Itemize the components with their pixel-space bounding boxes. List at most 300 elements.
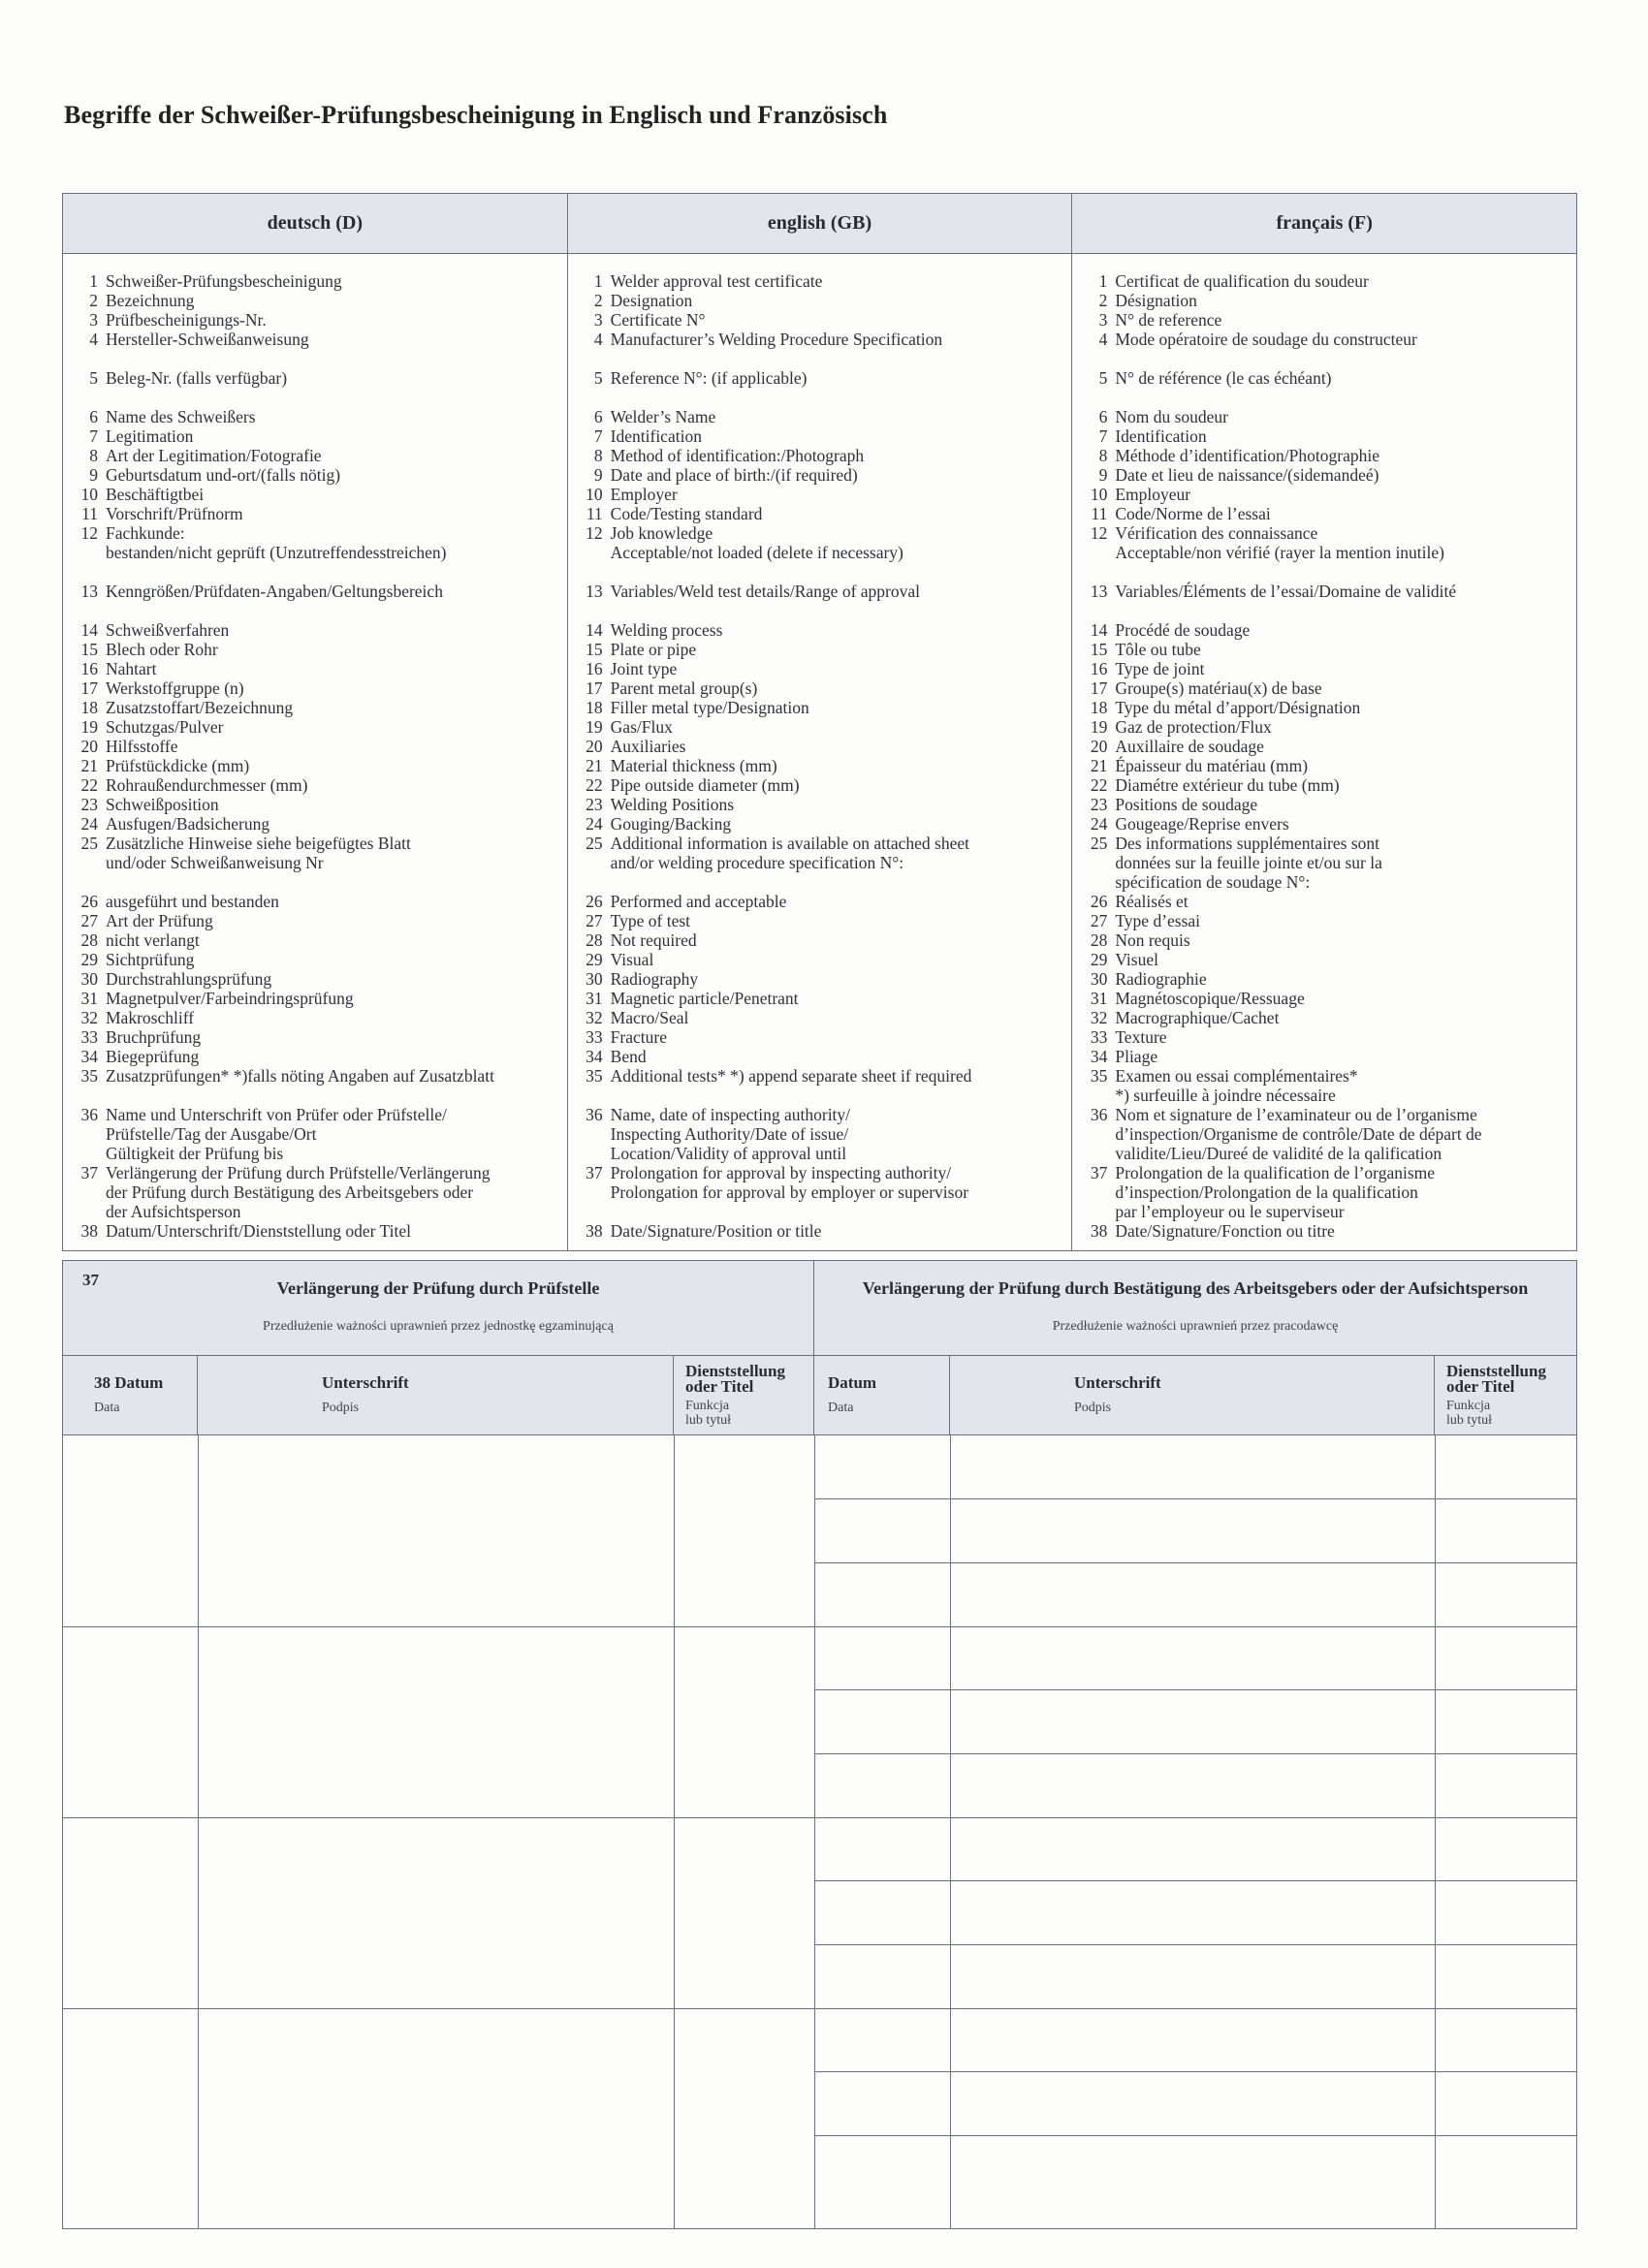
term-text: Plate or pipe [610,640,697,659]
term-number: 32 [586,1008,603,1027]
glossary-line [63,892,567,911]
term-number: 10 [1090,485,1108,504]
term-number: 16 [1090,659,1108,678]
term-number: 21 [586,756,603,775]
glossary-line [63,446,567,465]
term-text: Material thickness (mm) [610,756,777,775]
glossary-line [568,330,1072,349]
glossary-line [1072,1066,1576,1086]
glossary-line [568,562,1072,582]
glossary-line [568,814,1072,834]
grid-vertical-line [950,1435,951,2228]
glossary-line [63,640,567,659]
glossary-line [63,1027,567,1047]
term-number: 5 [593,368,603,388]
term-text: Kenngrößen/Prüfdaten-Angaben/Geltungsbereich [106,582,443,601]
term-text: Radiography [610,969,699,989]
term-text: Location/Validity of approval until [610,1144,847,1163]
term-number: 18 [80,698,98,717]
term-text: Name, date of inspecting authority/ [610,1105,851,1124]
term-text: Positions de soudage [1115,795,1258,814]
glossary-line [1072,543,1576,562]
term-number: 29 [80,950,98,969]
glossary-line [63,814,567,834]
glossary-line [1072,659,1576,678]
glossary-line [1072,330,1576,349]
term-number: 31 [1090,989,1108,1008]
term-text: Type de joint [1115,659,1205,678]
term-text: Biegeprüfung [106,1047,200,1066]
term-text: Schweißposition [106,795,219,814]
glossary-line [63,1008,567,1027]
term-number: 8 [593,446,603,465]
grid-row-line [814,1880,1576,1881]
term-text: Radiographie [1115,969,1207,989]
term-number: 8 [89,446,98,465]
term-number: 4 [593,330,603,349]
glossary-line [63,620,567,640]
term-text: Vorschrift/Prüfnorm [106,504,243,523]
glossary-line [568,989,1072,1008]
col-header-position-right: Dienststellung oder Titel Funkcja lub tytuł [1446,1362,1546,1428]
term-text: Pliage [1115,1047,1158,1066]
term-number: 2 [89,291,98,310]
glossary-line [1072,582,1576,601]
grid-row-line [814,1498,1576,1499]
term-text: Auxillaire de soudage [1115,737,1264,756]
glossary-line [568,1144,1072,1163]
term-text: Code/Norme de l’essai [1115,504,1271,523]
term-number: 26 [80,892,98,911]
glossary-line [568,310,1072,330]
term-number: 33 [80,1027,98,1047]
glossary-line [568,485,1072,504]
glossary-line [63,950,567,969]
term-number: 6 [593,407,603,426]
term-text: Identification [610,426,702,446]
term-number: 9 [89,465,98,485]
term-number: 6 [89,407,98,426]
term-number: 10 [586,485,603,504]
term-text: Sichtprüfung [106,950,195,969]
extension-left-subtitle: Przedłużenie ważności uprawnień przez jednostkę egzaminującą [263,1319,614,1334]
glossary-line [63,969,567,989]
glossary-line [568,911,1072,930]
extension-right-header [814,1261,1576,1355]
glossary-line [568,969,1072,989]
glossary-line [568,1182,1072,1202]
term-text: Schutzgas/Pulver [106,717,224,737]
term-number: 18 [586,698,603,717]
term-text: Zusätzliche Hinweise siehe beigefügtes Blatt [106,834,411,853]
term-number: 22 [1090,775,1108,795]
term-number: 21 [80,756,98,775]
glossary-line [1072,795,1576,814]
term-text: und/oder Schweißanweisung Nr [106,853,324,872]
glossary-line [63,678,567,698]
term-text: Auxiliaries [610,737,686,756]
glossary-line [568,620,1072,640]
term-number: 17 [80,678,98,698]
glossary-line [63,911,567,930]
glossary-line [63,543,567,562]
term-text: Verlängerung der Prüfung durch Prüfstelle/Verlängerung [106,1163,491,1182]
glossary-line [1072,756,1576,775]
glossary-line [568,271,1072,291]
extension-right-title: Verlängerung der Prüfung durch Bestätigung des Arbeitsgebers oder der Aufsichtsperson [862,1278,1529,1298]
term-number: 7 [593,426,603,446]
term-text: Reference N°: (if applicable) [610,368,808,388]
glossary-line [568,1066,1072,1086]
term-number: 37 [1090,1163,1108,1182]
term-number: 24 [1090,814,1108,834]
grid-vertical-line [198,1435,199,2228]
glossary-line [568,1163,1072,1182]
term-number: 38 [1090,1221,1108,1241]
term-text: Beschäftigtbei [106,485,205,504]
term-number: 12 [80,523,98,543]
term-text: Employeur [1115,485,1191,504]
term-text: *) surfeuille à joindre nécessaire [1115,1086,1336,1105]
glossary-line [1072,1163,1576,1182]
header-french: français (F) [1276,212,1373,234]
term-number: 11 [1091,504,1108,523]
term-number: 1 [593,271,603,291]
glossary-line [568,349,1072,368]
term-number: 23 [80,795,98,814]
term-text: Prolongation de la qualification de l’organisme [1115,1163,1436,1182]
term-text: Ausfugen/Badsicherung [106,814,270,834]
glossary-line [1072,930,1576,950]
term-text: Acceptable/not loaded (delete if necessary) [610,543,903,562]
glossary-line [63,388,567,407]
term-text: Type d’essai [1115,911,1201,930]
header-german: deutsch (D) [63,194,568,253]
glossary-line [1072,291,1576,310]
term-number: 7 [89,426,98,446]
term-number: 2 [1098,291,1108,310]
term-text: Nahtart [106,659,157,678]
glossary-line [1072,426,1576,446]
term-number: 24 [586,814,603,834]
page-title: Begriffe der Schweißer-Prüfungsbescheinigung in Englisch und Französisch [64,101,888,129]
glossary-line [63,1163,567,1182]
glossary-line [1072,601,1576,620]
term-number: 15 [586,640,603,659]
grid-row-line [814,2135,1576,2136]
term-number: 12 [586,523,603,543]
term-text: Geburtsdatum und-ort/(falls nötig) [106,465,341,485]
glossary-line [568,1008,1072,1027]
glossary-line [1072,678,1576,698]
term-text: Filler metal type/Designation [610,698,809,717]
glossary-line [568,678,1072,698]
glossary-line [63,872,567,892]
term-number: 1 [1098,271,1108,291]
term-number: 5 [1098,368,1108,388]
glossary-line [63,426,567,446]
glossary-line [568,446,1072,465]
term-number: 11 [81,504,98,523]
glossary-line [568,407,1072,426]
term-text: der Aufsichtsperson [106,1202,241,1221]
term-text: Groupe(s) matériau(x) de base [1115,678,1322,698]
term-text: Code/Testing standard [610,504,763,523]
glossary-line [63,562,567,582]
glossary-line [1072,717,1576,737]
term-number: 22 [586,775,603,795]
term-number: 25 [586,834,603,853]
glossary-header [63,194,1576,254]
term-text: Certificate N° [610,310,706,330]
glossary-line [63,989,567,1008]
term-text: Variables/Éléments de l’essai/Domaine de validité [1115,582,1457,601]
term-text: Gas/Flux [610,717,673,737]
glossary-line [1072,1027,1576,1047]
glossary-line [63,853,567,872]
term-text: Durchstrahlungsprüfung [106,969,272,989]
term-number: 27 [586,911,603,930]
term-text: Procédé de soudage [1115,620,1251,640]
term-number: 26 [586,892,603,911]
term-number: 36 [1090,1105,1108,1124]
term-text: d’inspection/Organisme de contrôle/Date de départ de [1115,1124,1482,1144]
glossary-line [1072,640,1576,659]
grid-row-line [814,1562,1576,1563]
glossary-line [568,601,1072,620]
term-number: 29 [1090,950,1108,969]
glossary-line [63,1047,567,1066]
term-text: Nom du soudeur [1115,407,1228,426]
term-number: 24 [80,814,98,834]
term-number: 2 [593,291,603,310]
term-text: validite/Lieu/Dureé de validité de la qalification [1115,1144,1442,1163]
term-text: der Prüfung durch Bestätigung des Arbeitsgebers oder [106,1182,474,1202]
glossary-line [1072,446,1576,465]
term-text: Welding Positions [610,795,735,814]
glossary-line [568,892,1072,911]
glossary-line [568,388,1072,407]
col-header-signature-left: Unterschrift Podpis [198,1356,674,1434]
glossary-line [568,1047,1072,1066]
glossary-line [1072,911,1576,930]
glossary-line [1072,1221,1576,1241]
term-number: 17 [1090,678,1108,698]
term-text: Type du métal d’apport/Désignation [1115,698,1361,717]
term-text: Bruchprüfung [106,1027,202,1047]
col-header-position-left: Dienststellung oder Titel Funkcja lub tytuł [674,1356,814,1434]
term-text: Prüfstelle/Tag der Ausgabe/Ort [106,1124,317,1144]
term-text: Non requis [1115,930,1190,950]
term-number: 26 [1090,892,1108,911]
term-text: données sur la feuille jointe et/ou sur la [1115,853,1382,872]
term-text: Date/Signature/Fonction ou titre [1115,1221,1335,1241]
term-number: 15 [80,640,98,659]
term-text: Type of test [610,911,691,930]
term-number: 7 [1098,426,1108,446]
term-number: 20 [1090,737,1108,756]
term-number: 23 [1090,795,1108,814]
glossary-line [1072,698,1576,717]
glossary-line [1072,1086,1576,1105]
term-number: 13 [586,582,603,601]
term-text: Joint type [610,659,678,678]
glossary-line [63,1066,567,1086]
glossary-line [63,1202,567,1221]
term-text: Not required [610,930,697,950]
term-text: Gougeage/Reprise envers [1115,814,1289,834]
term-text: Fachkunde: [106,523,185,543]
term-number: 33 [1090,1027,1108,1047]
glossary-line [1072,892,1576,911]
term-text: Schweißverfahren [106,620,230,640]
glossary-line [1072,775,1576,795]
term-number: 32 [80,1008,98,1027]
glossary-line [1072,271,1576,291]
term-number: 28 [586,930,603,950]
term-text: Prolongation for approval by employer or supervisor [610,1182,969,1202]
glossary-line [63,291,567,310]
glossary-line [63,1182,567,1202]
glossary-line [1072,872,1576,892]
term-text: Employer [610,485,678,504]
term-text: bestanden/nicht geprüft (Unzutreffendesstreichen) [106,543,447,562]
glossary-line [1072,388,1576,407]
term-number: 18 [1090,698,1108,717]
grid-block-line [63,1817,1576,1818]
term-number: 5 [89,368,98,388]
term-text: Name des Schweißers [106,407,256,426]
term-number: 17 [586,678,603,698]
glossary-line [63,582,567,601]
term-text: Examen ou essai complémentaires* [1115,1066,1358,1086]
term-text: Identification [1115,426,1207,446]
term-text: Variables/Weld test details/Range of approval [610,582,920,601]
term-text: Werkstoffgruppe (n) [106,678,244,698]
col-header-date-left: 38 Datum Data [63,1356,198,1434]
glossary-line [1072,1047,1576,1066]
term-text: Magnétoscopique/Ressuage [1115,989,1305,1008]
glossary-line [1072,562,1576,582]
term-text: Date/Signature/Position or title [610,1221,822,1241]
glossary-line [63,1124,567,1144]
glossary-line [1072,1182,1576,1202]
term-number: 13 [80,582,98,601]
term-text: Bend [610,1047,647,1066]
term-number: 27 [80,911,98,930]
glossary-line [568,640,1072,659]
glossary-line [568,582,1072,601]
term-text: Art der Legitimation/Fotografie [106,446,322,465]
glossary-line [63,756,567,775]
col-header-signature-right: Unterschrift Podpis [950,1356,1435,1434]
term-text: Art der Prüfung [106,911,213,930]
term-number: 30 [1090,969,1108,989]
term-text: Acceptable/non vérifié (rayer la mention inutile) [1115,543,1444,562]
glossary-line [63,465,567,485]
glossary-line [568,368,1072,388]
term-text: Certificat de qualification du soudeur [1115,271,1369,291]
glossary-line [1072,368,1576,388]
term-number: 9 [1098,465,1108,485]
extension-table [62,1260,1577,2229]
glossary-line [568,698,1072,717]
glossary-line [63,504,567,523]
term-number: 11 [586,504,603,523]
glossary-line [1072,969,1576,989]
term-text: and/or welding procedure specification N°: [610,853,904,872]
glossary-line [568,291,1072,310]
col-header-date-right: Datum Data [814,1356,950,1434]
glossary-line [63,368,567,388]
term-number: 14 [586,620,603,640]
extension-number: 37 [82,1271,99,1289]
glossary-line [1072,349,1576,368]
glossary-line [63,330,567,349]
glossary-line [568,950,1072,969]
glossary-line [568,1202,1072,1221]
grid-block-line [63,1626,1576,1627]
term-number: 37 [80,1163,98,1182]
glossary-line [1072,1202,1576,1221]
term-number: 21 [1090,756,1108,775]
glossary-line [568,426,1072,446]
term-number: 16 [80,659,98,678]
glossary-table [62,193,1577,1251]
glossary-line [63,1221,567,1241]
term-text: Prüfbescheinigungs-Nr. [106,310,267,330]
extension-left-title: Verlängerung der Prüfung durch Prüfstelle [276,1278,600,1298]
term-text: Macrographique/Cachet [1115,1008,1280,1027]
term-text: Vérification des connaissance [1115,523,1318,543]
glossary-line [568,465,1072,485]
grid-vertical-line [674,1435,675,2228]
term-text: Rohraußendurchmesser (mm) [106,775,308,795]
term-text: Visuel [1115,950,1158,969]
term-number: 14 [1090,620,1108,640]
glossary-line [63,737,567,756]
grid-vertical-line [814,1435,815,2228]
term-text: Diamétre extérieur du tube (mm) [1115,775,1340,795]
term-number: 16 [586,659,603,678]
glossary-line [63,795,567,814]
grid-block-line [63,2008,1576,2009]
term-number: 34 [1090,1047,1108,1066]
term-number: 1 [89,271,98,291]
term-text: Texture [1115,1027,1167,1047]
glossary-line [568,872,1072,892]
extension-right-subtitle: Przedłużenie ważności uprawnień przez pracodawcę [1052,1319,1339,1334]
extension-left-header [63,1261,814,1355]
term-text: Job knowledge [610,523,713,543]
term-number: 36 [586,1105,603,1124]
term-number: 19 [1090,717,1108,737]
term-text: Méthode d’identification/Photographie [1115,446,1379,465]
english-column [568,254,1073,1250]
glossary-line [568,834,1072,853]
glossary-line [568,756,1072,775]
term-text: Pipe outside diameter (mm) [610,775,800,795]
term-text: Fracture [610,1027,667,1047]
glossary-line [63,930,567,950]
grid-row-line [814,2071,1576,2072]
term-text: d’inspection/Prolongation de la qualification [1115,1182,1418,1202]
glossary-line [1072,504,1576,523]
term-number: 3 [593,310,603,330]
term-number: 36 [80,1105,98,1124]
term-text: Designation [610,291,693,310]
term-number: 34 [80,1047,98,1066]
